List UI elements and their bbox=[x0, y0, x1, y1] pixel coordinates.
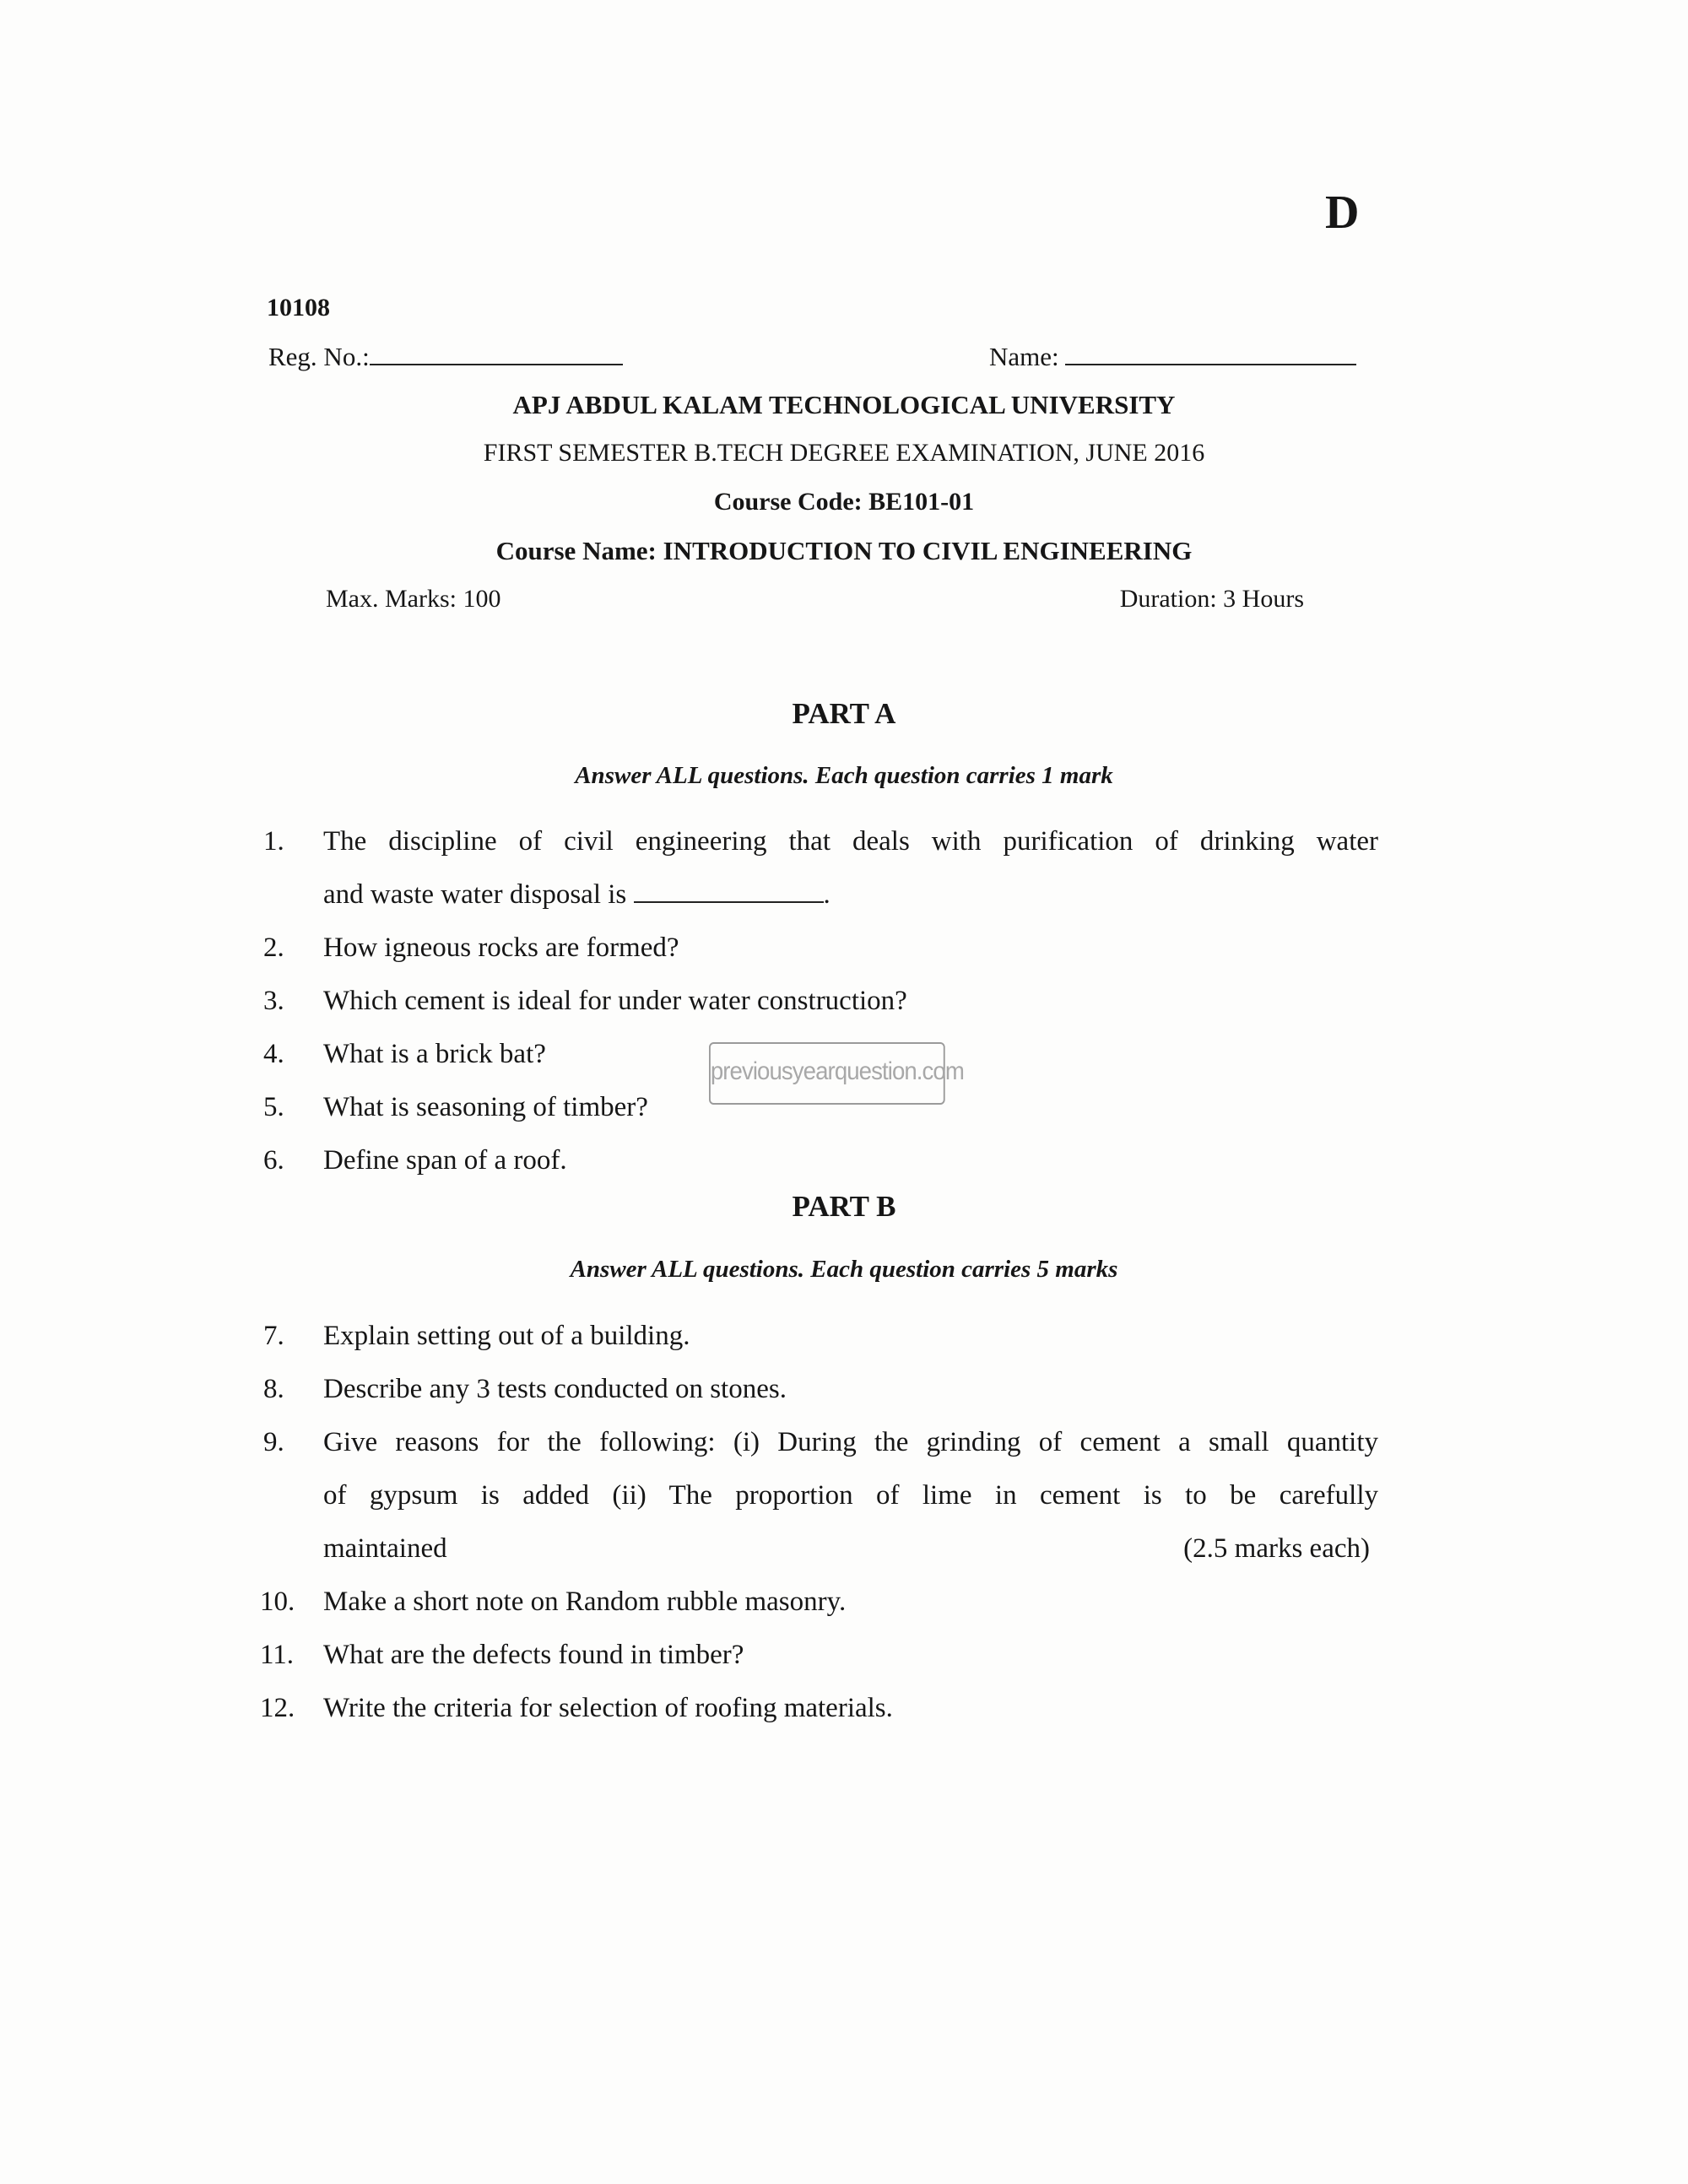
exam-title: FIRST SEMESTER B.TECH DEGREE EXAMINATION, JUNE 2016 bbox=[483, 439, 1205, 467]
question-text: What are the defects found in timber? bbox=[323, 1640, 744, 1670]
marks-note: (2.5 marks each) bbox=[1183, 1533, 1370, 1564]
course-code: Course Code: BE101-01 bbox=[713, 488, 975, 516]
paper-code: 10108 bbox=[267, 294, 330, 322]
question-number: 6. bbox=[263, 1145, 284, 1176]
question-number: 7. bbox=[263, 1321, 284, 1351]
answer-blank bbox=[634, 898, 824, 903]
course-name: Course Name: INTRODUCTION TO CIVIL ENGINEERING bbox=[495, 536, 1193, 565]
question-line-end: . bbox=[823, 879, 830, 910]
question-line: The discipline of civil engineering that deals with purification of drinking water bbox=[323, 826, 1378, 857]
question-number: 11. bbox=[260, 1640, 295, 1670]
question-text: How igneous rocks are formed? bbox=[323, 933, 679, 963]
question-number: 4. bbox=[263, 1039, 284, 1069]
question-text: Define span of a roof. bbox=[323, 1145, 567, 1176]
question-number: 12. bbox=[260, 1693, 295, 1723]
question-number: 9. bbox=[263, 1427, 284, 1457]
question-number: 1. bbox=[263, 826, 284, 857]
question-line: Give reasons for the following: (i) During the grinding of cement a small quantity bbox=[323, 1427, 1378, 1457]
question-number: 2. bbox=[263, 933, 284, 963]
question-text: What is a brick bat? bbox=[323, 1039, 546, 1069]
question-number: 5. bbox=[263, 1092, 284, 1122]
part-b-title: PART B bbox=[792, 1190, 896, 1223]
question-text: Make a short note on Random rubble masonry. bbox=[323, 1587, 847, 1617]
question-number: 3. bbox=[263, 986, 284, 1016]
reg-no-field bbox=[268, 342, 623, 372]
question-text: Write the criteria for selection of roofing materials. bbox=[323, 1693, 893, 1723]
question-line: of gypsum is added (ii) The proportion of lime in cement is to be carefully bbox=[323, 1480, 1378, 1511]
set-letter: D bbox=[1325, 187, 1360, 239]
watermark-stamp: previousyearquestion.com bbox=[709, 1042, 945, 1105]
duration: Duration: 3 Hours bbox=[1119, 585, 1304, 613]
name-blank bbox=[1065, 360, 1356, 365]
question-line bbox=[323, 868, 1378, 922]
part-a-instruction: Answer ALL questions. Each question carries 1 mark bbox=[575, 762, 1113, 789]
question-text bbox=[323, 815, 1378, 922]
question-text: What is seasoning of timber? bbox=[323, 1092, 648, 1122]
question-line-text: and waste water disposal is bbox=[323, 879, 627, 910]
question-number: 8. bbox=[263, 1374, 284, 1404]
question-text: Which cement is ideal for under water construction? bbox=[323, 986, 907, 1016]
max-marks: Max. Marks: 100 bbox=[326, 585, 501, 613]
question-line bbox=[323, 1522, 1370, 1576]
university-name: APJ ABDUL KALAM TECHNOLOGICAL UNIVERSITY bbox=[512, 390, 1176, 419]
question-text: Explain setting out of a building. bbox=[323, 1321, 690, 1351]
question-line-text: maintained bbox=[323, 1533, 447, 1564]
reg-no-label: Reg. No.: bbox=[268, 342, 370, 371]
part-a-title: PART A bbox=[792, 697, 896, 730]
question-text bbox=[323, 1416, 1378, 1576]
name-label: Name: bbox=[989, 342, 1059, 371]
question-number: 10. bbox=[260, 1587, 295, 1617]
part-b-instruction: Answer ALL questions. Each question carries 5 marks bbox=[570, 1256, 1118, 1283]
name-field bbox=[989, 342, 1356, 372]
question-text: Describe any 3 tests conducted on stones. bbox=[323, 1374, 787, 1404]
reg-no-blank bbox=[370, 360, 623, 365]
